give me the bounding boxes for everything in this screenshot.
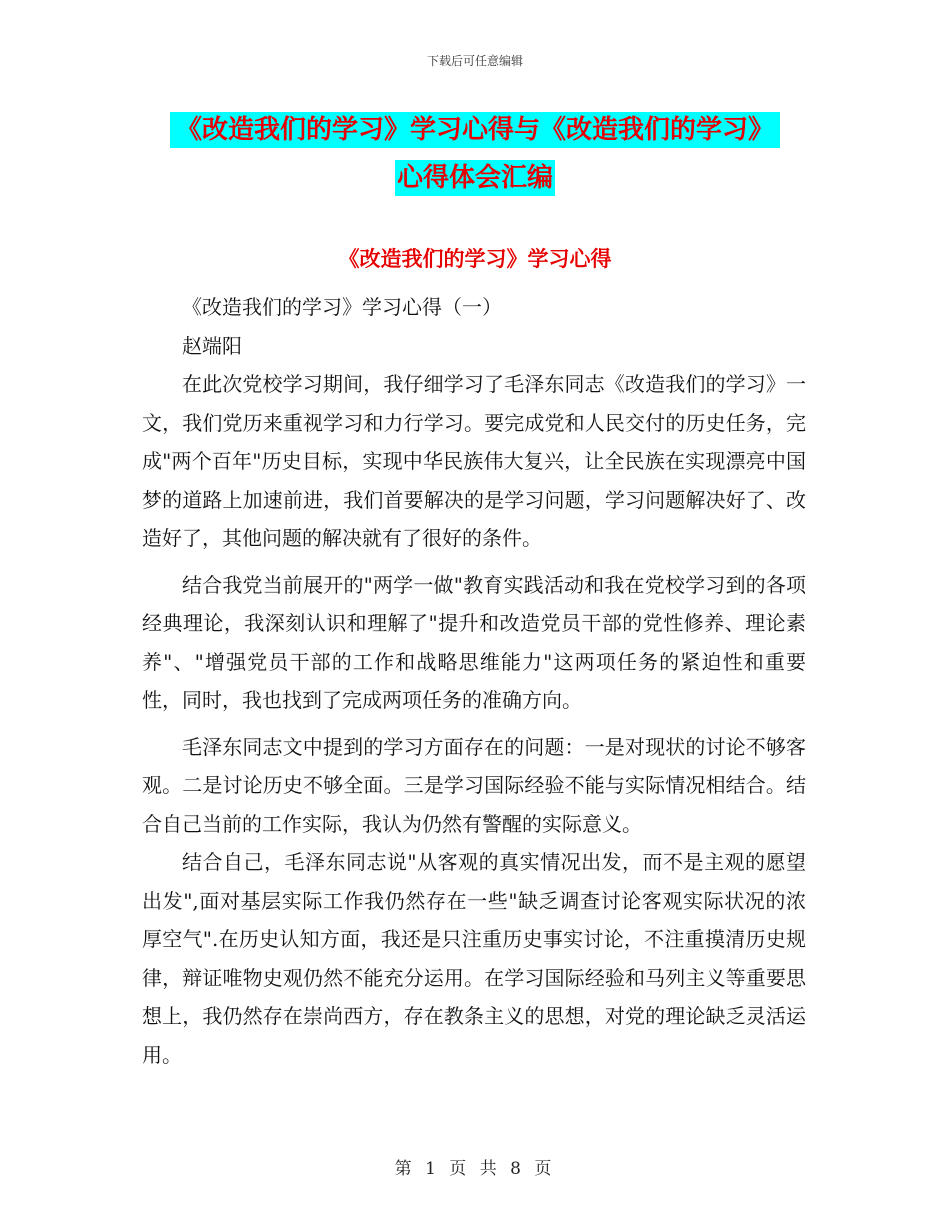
article-body	[142, 288, 806, 1074]
section-heading: 《改造我们的学习》学习心得	[338, 247, 612, 271]
article-paragraph-1: 在此次党校学习期间，我仔细学习了毛泽东同志《改造我们的学习》一文，我们党历来重视学习和力行学习。要完成党和人民交付的历史任务，完成"两个百年"历史目标，实现中华民族伟大复兴，让全民族在实现漂亮中国梦的道路上加速前进，我们首要解决的是学习问题，学习问题解决好了、改造好了，其他问题的解决就有了很好的条件。	[142, 372, 806, 550]
article-paragraph-4: 结合自己，毛泽东同志说"从客观的真实情况出发，而不是主观的愿望出发",面对基层实际工作我仍然存在一些"缺乏调查讨论客观实际状况的浓厚空气".在历史认知方面，我还是只注重历史事实讨论，不注重摸清历史规律，辩证唯物史观仍然不能充分运用。在学习国际经验和马列主义等重要思想上，我仍然存在崇尚西方，存在教条主义的思想，对党的理论缺乏灵活运用。	[142, 850, 806, 1067]
article-paragraph-3: 毛泽东同志文中提到的学习方面存在的问题：一是对现状的讨论不够客观。二是讨论历史不够全面。三是学习国际经验不能与实际情况相结合。结合自己当前的工作实际，我认为仍然有警醒的实际意义。	[142, 734, 806, 836]
document-title-line-2-text: 心得体会汇编	[395, 160, 555, 196]
article-paragraph-2: 结合我党当前展开的"两学一做"教育实践活动和我在党校学习到的各项经典理论，我深刻认识和理解了"提升和改造党员干部的党性修养、理论素养"、"增强党员干部的工作和战略思维能力"这两项任务的紧迫性和重要性，同时，我也找到了完成两项任务的准确方向。	[142, 572, 806, 712]
document-title-line-1-text: 《改造我们的学习》学习心得与《改造我们的学习》	[170, 112, 780, 148]
document-title-line-2	[0, 154, 950, 202]
article-subtitle: 《改造我们的学习》学习心得（一）	[182, 295, 502, 319]
page-header-note: 下载后可任意编辑	[426, 54, 523, 68]
article-author: 赵端阳	[182, 333, 242, 358]
document-title-line-1	[0, 106, 950, 154]
page-number-footer: 第 1 页 共 8 页	[394, 1159, 556, 1179]
document-title	[0, 106, 950, 202]
